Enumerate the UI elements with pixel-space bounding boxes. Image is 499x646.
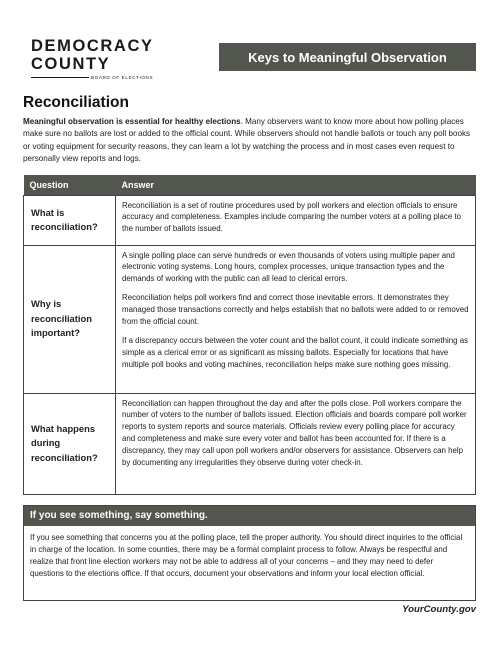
- question-cell: Why is reconciliation important?: [24, 245, 116, 393]
- answer-paragraph: Reconciliation can happen throughout the day and after the polls close. Poll workers compare the number of voters to the number of ballots issued. Election officials and boards compare poll worker reports to system reports and source materials. Officials review every polling place for accuracy and completeness and make sure every voter and ballot has been accounted for. If there is a discrepancy, they may call upon poll workers and/or observers for assistance. Observers can help by documenting any irregularities they observe during voter check-in.: [122, 398, 467, 468]
- answer-paragraph: Reconciliation helps poll workers find and correct those inevitable errors. It demonstrates they managed those transactions correctly and helps establish that no ballots were added to or removed from the official count.: [122, 293, 469, 327]
- banner-title: Keys to Meaningful Observation: [248, 49, 447, 65]
- qa-table-header: [24, 175, 476, 195]
- question-cell: What is reconciliation?: [24, 195, 116, 245]
- logo-subtitle-row: [31, 75, 171, 80]
- table-row: [24, 245, 476, 393]
- county-logo: [31, 37, 171, 80]
- notice-body: If you see something that concerns you at the polling place, tell the proper authority. You should direct inquiries to the official in charge of the location. In some counties, there may be a formal complaint process to follow. Always be respectful and realize that front line election workers may not be able to address all of your concerns – and they may need to defer questions to the elections office. If that occurs, document your observations and inform your local election official.: [30, 533, 463, 579]
- column-header-answer: Answer: [116, 175, 476, 195]
- column-header-question: Question: [24, 175, 116, 195]
- answer-paragraph: Reconciliation is a set of routine procedures used by poll workers and election officials to ensure accuracy and completeness. Examples include comparing the number voters at a polling place to the number of ballots issued.: [122, 200, 462, 234]
- intro-paragraph: [23, 116, 479, 165]
- answer-cell: [116, 245, 476, 393]
- logo-line-county: COUNTY: [31, 55, 111, 73]
- intro-bold-lead: Meaningful observation is essential for healthy elections: [23, 117, 241, 126]
- table-row: [24, 393, 476, 494]
- notice-box: [23, 505, 476, 601]
- logo-line-democracy: DEMOCRACY: [31, 37, 154, 55]
- answer-cell: [116, 195, 476, 245]
- logo-subtitle: BOARD OF ELECTIONS: [91, 75, 154, 80]
- logo-divider: [31, 77, 89, 78]
- footer-website-link[interactable]: YourCounty.gov: [402, 604, 476, 615]
- answer-paragraph: If a discrepancy occurs between the voter count and the ballot count, it could indicate something as simple as a clerical error or as significant as missing ballots. Especially for locations that have multiple poll books and voting machines, reconciliation helps make sure nothing goes missing.: [122, 335, 469, 369]
- answer-cell: [116, 393, 476, 494]
- qa-table: [23, 175, 476, 495]
- section-title: Reconciliation: [23, 94, 129, 111]
- table-row: [24, 195, 476, 245]
- header-banner: [219, 43, 476, 71]
- question-cell: What happens during reconciliation?: [24, 393, 116, 494]
- answer-paragraph: A single polling place can serve hundreds or even thousands of voters using multiple paper and electronic voting systems. Long hours, complex processes, unique transaction types and the demands of working with the public can all lead to clerical errors.: [122, 250, 455, 284]
- intro-text: . Many observers want to know more about how polling places make sure no ballots are lost or added to the official count. While observers should not handle ballots or touch any poll books or voting equipment for security reasons, they can learn a lot by watching the process and in most cases even request to personally view reports and logs.: [23, 117, 471, 163]
- notice-title: If you see something, say something.: [24, 506, 475, 526]
